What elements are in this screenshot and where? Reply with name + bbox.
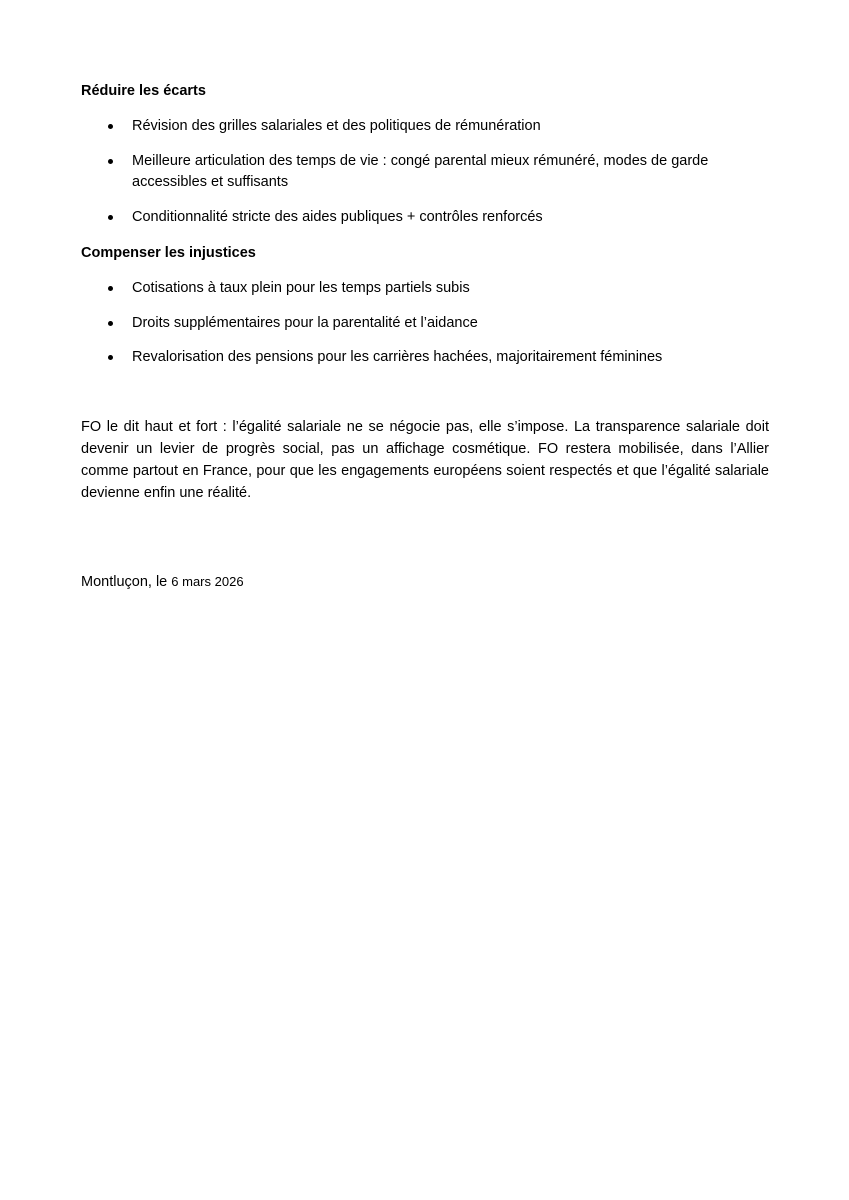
- closing-paragraph: FO le dit haut et fort : l’égalité salariale ne se négocie pas, elle s’impose. La transparence salariale doit devenir un levier de progrès social, pas un affichage cosmétique. FO restera mobilisée, dans l’Allier comme partout en France, pour que les engagements européens soient respectés et que l’égalité salariale devienne enfin une réalité.: [81, 419, 769, 501]
- list-item-text: Cotisations à taux plein pour les temps partiels subis: [132, 280, 470, 296]
- list-item: [81, 278, 771, 300]
- bullet-icon: [108, 215, 113, 220]
- bullet-list-reduire: [81, 116, 771, 241]
- section-heading-compenser: Compenser les injustices: [81, 245, 256, 261]
- section-heading-reduire: Réduire les écarts: [81, 83, 206, 99]
- list-item-text: Meilleure articulation des temps de vie : congé parental mieux rémunéré, modes de garde accessibles et suffisants: [132, 152, 709, 190]
- list-item: [81, 207, 771, 229]
- signature-date: 6 mars 2026: [171, 574, 244, 589]
- list-item: [81, 151, 771, 194]
- list-item: [81, 116, 771, 138]
- bullet-icon: [108, 321, 113, 326]
- list-item: [81, 313, 771, 335]
- bullet-list-compenser: [81, 278, 771, 382]
- list-item-text: Droits supplémentaires pour la parentalité et l’aidance: [132, 314, 478, 331]
- list-item-text: Revalorisation des pensions pour les carrières hachées, majoritairement féminines: [132, 349, 663, 365]
- list-item-text: Conditionnalité stricte des aides publiques + contrôles renforcés: [132, 208, 543, 225]
- bullet-icon: [108, 286, 113, 291]
- signature-line: [81, 572, 244, 592]
- bullet-icon: [108, 355, 113, 360]
- list-item: [81, 347, 771, 369]
- bullet-icon: [108, 159, 113, 164]
- list-item-text: Révision des grilles salariales et des politiques de rémunération: [132, 118, 541, 134]
- bullet-icon: [108, 124, 113, 129]
- signature-place: Montluçon, le: [81, 574, 168, 590]
